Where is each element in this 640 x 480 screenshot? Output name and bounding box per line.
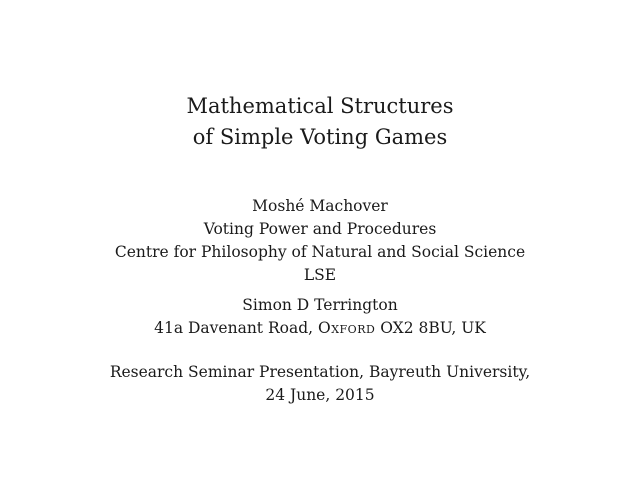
author1-name: Moshé Machover [252, 197, 388, 215]
author2-name: Simon D Terrington [242, 296, 398, 314]
author1-centre: Centre for Philosophy of Natural and Social Science [114, 243, 526, 261]
author1-institution: LSE [303, 266, 337, 284]
title-line-1: Mathematical Structures [186, 94, 454, 118]
author1-affiliation: Voting Power and Procedures [203, 220, 437, 238]
address-postcode: OX2 8BU, UK [380, 319, 486, 337]
title-line-2: of Simple Voting Games [192, 125, 448, 149]
event-line-1: Research Seminar Presentation, Bayreuth University, [109, 363, 531, 381]
address-city: Oxford [318, 319, 376, 337]
event-line-2: 24 June, 2015 [265, 386, 375, 404]
address-street: 41a Davenant Road, [154, 319, 314, 337]
author2-address [0, 321, 640, 337]
